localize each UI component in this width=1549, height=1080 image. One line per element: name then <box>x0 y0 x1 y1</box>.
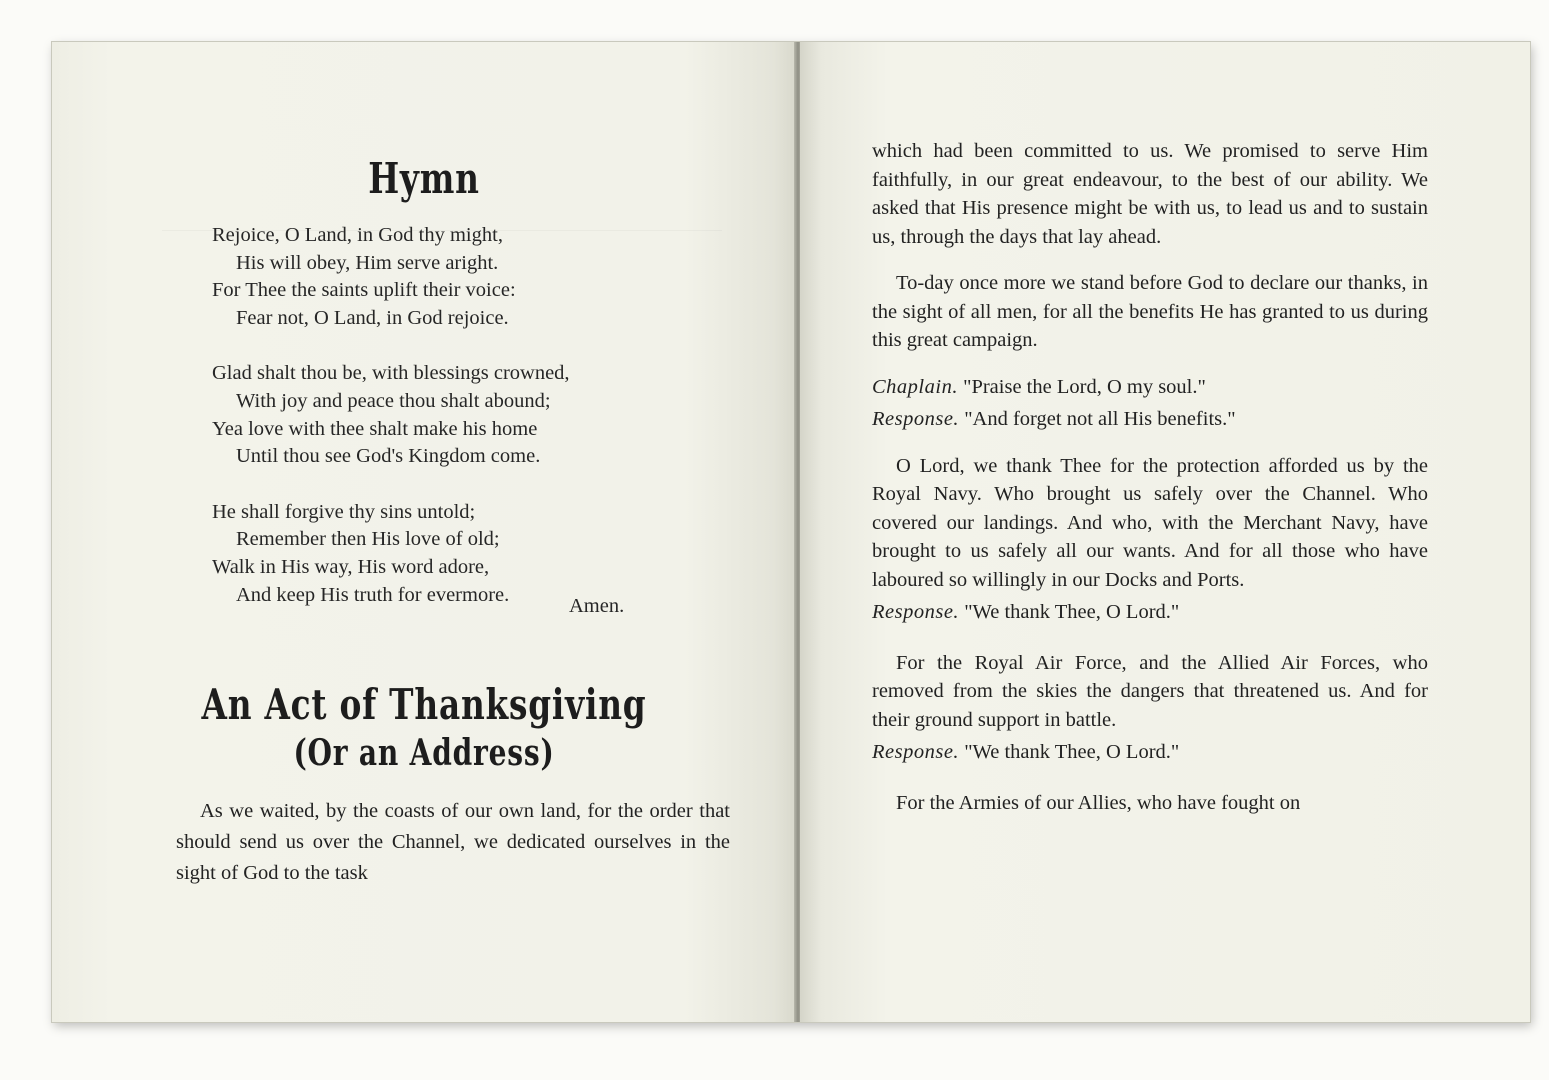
response-line <box>872 598 1428 627</box>
response-text: "And forget not all His benefits." <box>964 408 1236 430</box>
paragraph: O Lord, we thank Thee for the protection afforded us by the Royal Navy. Who brought us safely over the Channel. Who covered our landings. And who, with the Merchant Navy, have brought to us safely all our wants. And for all those who have laboured so willingly in our Docks and Ports. <box>872 454 1428 591</box>
open-booklet <box>52 42 1530 1022</box>
response-text: "We thank Thee, O Lord." <box>964 601 1180 623</box>
thanksgiving-heading: An Act of Thanksgiving <box>201 680 647 729</box>
hymn-line: His will obey, Him serve aright. <box>236 251 499 274</box>
thanksgiving-continued <box>872 137 1428 835</box>
hymn-verses <box>212 222 570 637</box>
response-label: Response. <box>872 408 960 430</box>
hymn-stanza <box>212 222 570 332</box>
hymn-line: With joy and peace thou shalt abound; <box>236 389 551 412</box>
response-line <box>872 738 1428 767</box>
paragraph: To-day once more we stand before God to declare our thanks, in the sight of all men, for all the benefits He has granted to us during this great campaign. <box>872 272 1428 351</box>
hymn-line: Yea love with thee shalt make his home <box>212 417 538 440</box>
hymn-stanza <box>212 360 570 470</box>
left-page <box>52 42 796 1022</box>
hymn-line: Fear not, O Land, in God rejoice. <box>236 306 509 329</box>
hymn-line: And keep His truth for evermore. <box>236 583 510 606</box>
paragraph: For the Royal Air Force, and the Allied Air Forces, who removed from the skies the dangers that threatened us. And for their ground support in battle. <box>872 651 1428 731</box>
hymn-line: For Thee the saints uplift their voice: <box>212 279 516 302</box>
response-label: Response. <box>872 741 960 763</box>
chaplain-versicle <box>872 373 1428 402</box>
response-text: "We thank Thee, O Lord." <box>964 741 1180 763</box>
hymn-line: Remember then His love of old; <box>236 528 500 551</box>
response-line <box>872 405 1428 434</box>
thanksgiving-subheading: (Or an Address) <box>293 732 555 774</box>
hymn-line: Until thou see God's Kingdom come. <box>236 445 541 468</box>
paragraph: As we waited, by the coasts of our own land, for the order that should send us over the Channel, we dedicated ourselves in the sight of God to the task <box>176 800 730 884</box>
hymn-line: Glad shalt thou be, with blessings crowned, <box>212 362 570 385</box>
hymn-line: Walk in His way, His word adore, <box>212 555 490 578</box>
thanksgiving-opening <box>176 796 730 889</box>
paragraph: which had been committed to us. We promised to serve Him faithfully, in our great endeavour, to the best of our ability. We asked that His presence might be with us, to lead us and to sustain us, through the days that lay ahead. <box>872 140 1428 248</box>
hymn-heading: Hymn <box>368 154 480 203</box>
hymn-line: Rejoice, O Land, in God thy might, <box>212 224 503 246</box>
response-label: Response. <box>872 601 960 623</box>
hymn-line: He shall forgive thy sins untold; <box>212 500 476 523</box>
right-page <box>800 42 1530 1022</box>
chaplain-label: Chaplain. <box>872 375 958 398</box>
hymn-stanza <box>212 499 570 609</box>
paragraph: For the Armies of our Allies, who have fought on <box>896 791 1301 814</box>
chaplain-text: "Praise the Lord, O my soul." <box>963 375 1206 398</box>
hymn-amen: Amen. <box>569 595 625 617</box>
